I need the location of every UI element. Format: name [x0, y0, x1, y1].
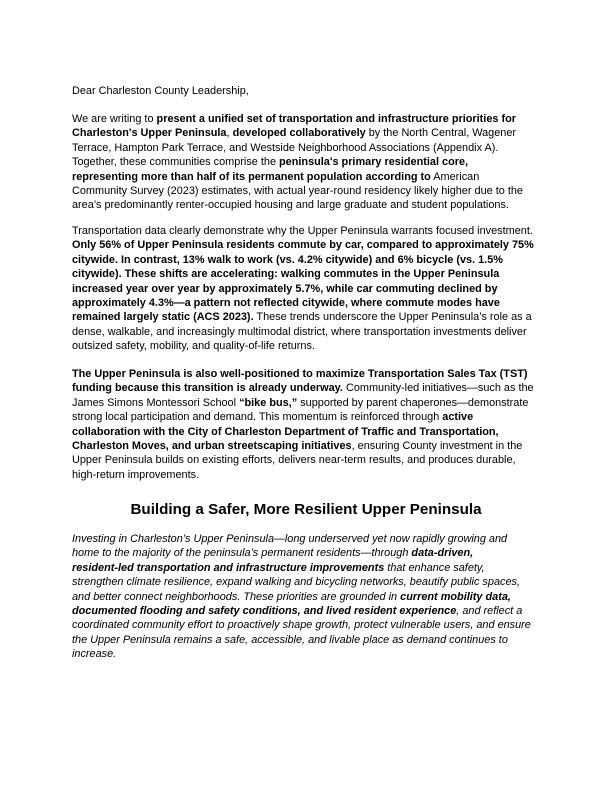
text-line: [72, 633, 552, 647]
text-line: [72, 410, 552, 424]
text-run: Transportation data clearly demonstrate why the Upper Peninsula warrants focused investment.: [72, 225, 533, 237]
text-line: [72, 575, 552, 589]
text-line: [72, 170, 552, 184]
paragraph-vision: [72, 532, 552, 662]
text-line: [72, 604, 552, 618]
bold-text-run: active: [442, 411, 474, 424]
text-run: coordinated community effort to proactively shape growth, protect vulnerable users, and ensure: [72, 619, 531, 632]
bold-text-run: documented flooding and safety conditions, and lived resident experience: [72, 604, 457, 617]
text-run: We are writing to: [72, 113, 157, 125]
text-run: American: [430, 170, 480, 183]
paragraph-tst-funding: [72, 367, 552, 482]
text-run: Together, these communities comprise the: [72, 156, 280, 169]
text-line: [72, 296, 552, 310]
text-line: [72, 453, 552, 467]
text-line: [72, 112, 552, 126]
bold-text-run: resident-led transportation and infrastructure improvements: [72, 561, 385, 574]
text-run: Community Survey (2023) estimates, with actual year-round residency likely higher due to the: [72, 184, 523, 197]
text-line: [72, 532, 552, 546]
text-line: [72, 267, 552, 281]
text-line: [72, 367, 552, 381]
text-run: the Upper Peninsula remains a safe, accessible, and livable place as demand continues to: [72, 633, 508, 646]
bold-text-run: citywide). These shifts are accelerating: walking commutes in the Upper Peninsula: [72, 268, 500, 281]
text-run: Investing in Charleston’s Upper Peninsula—long underserved yet now rapidly growing and: [72, 533, 508, 545]
text-run: Upper Peninsula builds on existing efforts, delivers near-term results, and produces durable,: [72, 454, 516, 467]
text-line: [72, 339, 552, 353]
text-run: strengthen climate resilience, expand walking and bicycling networks, beautify public spaces,: [72, 576, 520, 589]
text-run: dense, walkable, and increasingly multimodal district, where transportation investments deliver: [72, 325, 527, 338]
text-line: [72, 439, 552, 453]
paragraph-intro: [72, 112, 552, 213]
text-line: [72, 381, 552, 395]
text-line: [72, 546, 552, 560]
bold-text-run: present a unified set of transportation and infrastructure priorities for: [156, 113, 516, 125]
text-run: area’s predominantly renter-occupied housing and large graduate and student populations.: [72, 199, 509, 212]
text-line: [72, 590, 552, 604]
text-line: [72, 425, 552, 439]
text-line: [72, 155, 552, 169]
text-run: These trends underscore the Upper Peninsula’s role as a: [253, 311, 532, 324]
bold-text-run: current mobility data,: [400, 590, 511, 603]
text-run: that enhance safety,: [384, 561, 485, 574]
text-run: by the North Central, Wagener: [365, 127, 517, 140]
text-line: [72, 184, 552, 198]
text-run: high-return improvements.: [72, 468, 200, 481]
text-run: ,: [226, 127, 233, 140]
bold-text-run: funding because this transition is already underway.: [72, 382, 343, 395]
bold-text-run: approximately 4.3%—a pattern not reflected citywide, where commute modes have: [72, 296, 500, 309]
paragraph-transportation-data: [72, 224, 552, 354]
text-run: James Simons Montessori School: [72, 396, 240, 409]
text-line: [72, 224, 552, 238]
bold-text-run: collaboration with the City of Charleston Department of Traffic and Transportation,: [72, 425, 499, 438]
text-run: and better connect neighborhoods. These priorities are grounded in: [72, 590, 401, 603]
text-line: [72, 647, 552, 661]
text-line: [72, 325, 552, 339]
text-line: [72, 141, 552, 155]
bold-text-run: “bike bus,”: [239, 396, 298, 409]
bold-text-run: The Upper Peninsula is also well-positioned to maximize Transportation Sales Tax (TST): [72, 368, 528, 380]
bold-text-run: remained largely static (ACS 2023).: [72, 311, 254, 324]
salutation: Dear Charleston County Leadership,: [72, 85, 249, 97]
text-run: Community-led initiatives—such as the: [342, 382, 534, 395]
text-line: [72, 561, 552, 575]
text-line: [72, 618, 552, 632]
text-run: increase.: [72, 648, 117, 661]
text-run: Terrace, Hampton Park Terrace, and Westside Neighborhood Associations (Appendix A).: [72, 141, 499, 154]
bold-text-run: data-driven,: [411, 547, 474, 560]
bold-text-run: Only 56% of Upper Peninsula residents commute by car, compared to approximately 75%: [72, 239, 534, 252]
bold-text-run: representing more than half of its permanent population according to: [72, 170, 431, 183]
text-run: , ensuring County investment in the: [351, 439, 523, 452]
text-run: , and reflect a: [456, 604, 523, 617]
section-heading: Building a Safer, More Resilient Upper Peninsula: [130, 501, 482, 518]
text-run: home to the majority of the peninsula’s permanent residents—through: [72, 547, 412, 560]
text-line: [72, 126, 552, 140]
text-line: [72, 198, 552, 212]
bold-text-run: developed collaboratively: [232, 127, 366, 140]
text-run: outsized safety, mobility, and quality-of-life returns.: [72, 340, 315, 353]
text-line: [72, 396, 552, 410]
bold-text-run: citywide. In contrast, 13% walk to work (vs. 4.2% citywide) and 6% bicycle (vs. 1.5%: [72, 253, 503, 266]
bold-text-run: increased year over year by approximately 5.7%, while car commuting declined by: [72, 282, 498, 295]
bold-text-run: peninsula's primary residential core,: [279, 156, 469, 169]
bold-text-run: Charleston's Upper Peninsula: [72, 127, 227, 140]
text-line: [72, 253, 552, 267]
text-line: [72, 238, 552, 252]
text-run: strong local participation and demand. This momentum is reinforced through: [72, 411, 443, 424]
text-line: [72, 282, 552, 296]
text-run: supported by parent chaperones—demonstrate: [297, 396, 529, 409]
bold-text-run: Charleston Moves, and urban streetscaping initiatives: [72, 439, 352, 452]
text-line: [72, 468, 552, 482]
text-line: [72, 310, 552, 324]
